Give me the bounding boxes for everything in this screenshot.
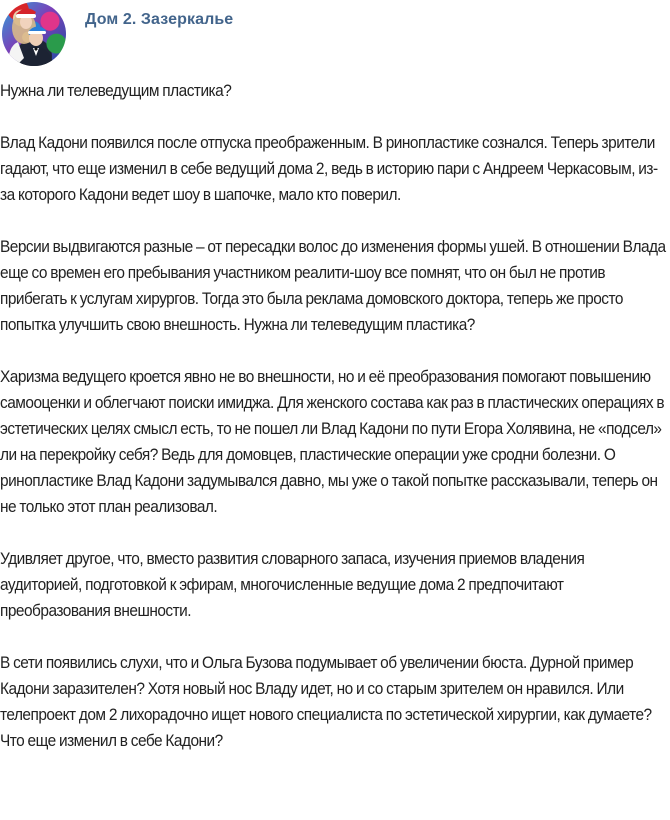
avatar-image-icon: [2, 2, 66, 66]
group-avatar[interactable]: [2, 2, 66, 66]
post-header: [0, 0, 670, 70]
post-paragraph-title: Нужна ли телеведущим пластика?: [0, 81, 232, 100]
group-name-link[interactable]: Дом 2. Зазеркалье: [85, 11, 234, 28]
post-paragraph: Харизма ведущего кроется явно не во внешности, но и её преобразования помогают повышению самооценки и облегчают поиски имиджа. Для женского состава как раз в пластических операциях в эстетических целях смысл есть, то не пошел ли Влад Кадони по пути Егора Холявина, не «подсел» ли на перекройку себя? Ведь для домовцев, пластические операции уже сродни болезни. О ринопластике Влад Кадони задумывался давно, мы уже о такой попытке рассказывали, теперь он не только этот план реализовал.: [0, 367, 665, 516]
post-paragraph: Удивляет другое, что, вместо развития словарного запаса, изучения приемов владения аудиторией, подготовкой к эфирам, многочисленные ведущие дома 2 предпочитают преобразования внешности.: [0, 549, 585, 620]
post-paragraph: Влад Кадони появился после отпуска преображенным. В ринопластике сознался. Теперь зрители гадают, что еще изменил в себе ведущий дома 2, ведь в историю пари с Андреем Черкасовым, из-за которого Кадони ведет шоу в шапочке, мало кто поверил.: [0, 133, 658, 204]
post-paragraph: Версии выдвигаются разные – от пересадки волос до изменения формы ушей. В отношении Влада еще со времен его пребывания участником реалити-шоу все помнят, что он был не против прибегать к услугам хирургов. Тогда это была реклама домовского доктора, теперь же просто попытка улучшить свою внешность. Нужна ли телеведущим пластика?: [0, 237, 666, 334]
post-body: [0, 78, 668, 780]
post-paragraph: В сети появились слухи, что и Ольга Бузова подумывает об увеличении бюста. Дурной пример Кадони заразителен? Хотя новый нос Владу идет, но и со старым зрителем он нравился. Или телепроект дом 2 лихорадочно ищет нового специалиста по эстетической хирургии, как думаете? Что еще изменил в себе Кадони?: [0, 653, 652, 750]
